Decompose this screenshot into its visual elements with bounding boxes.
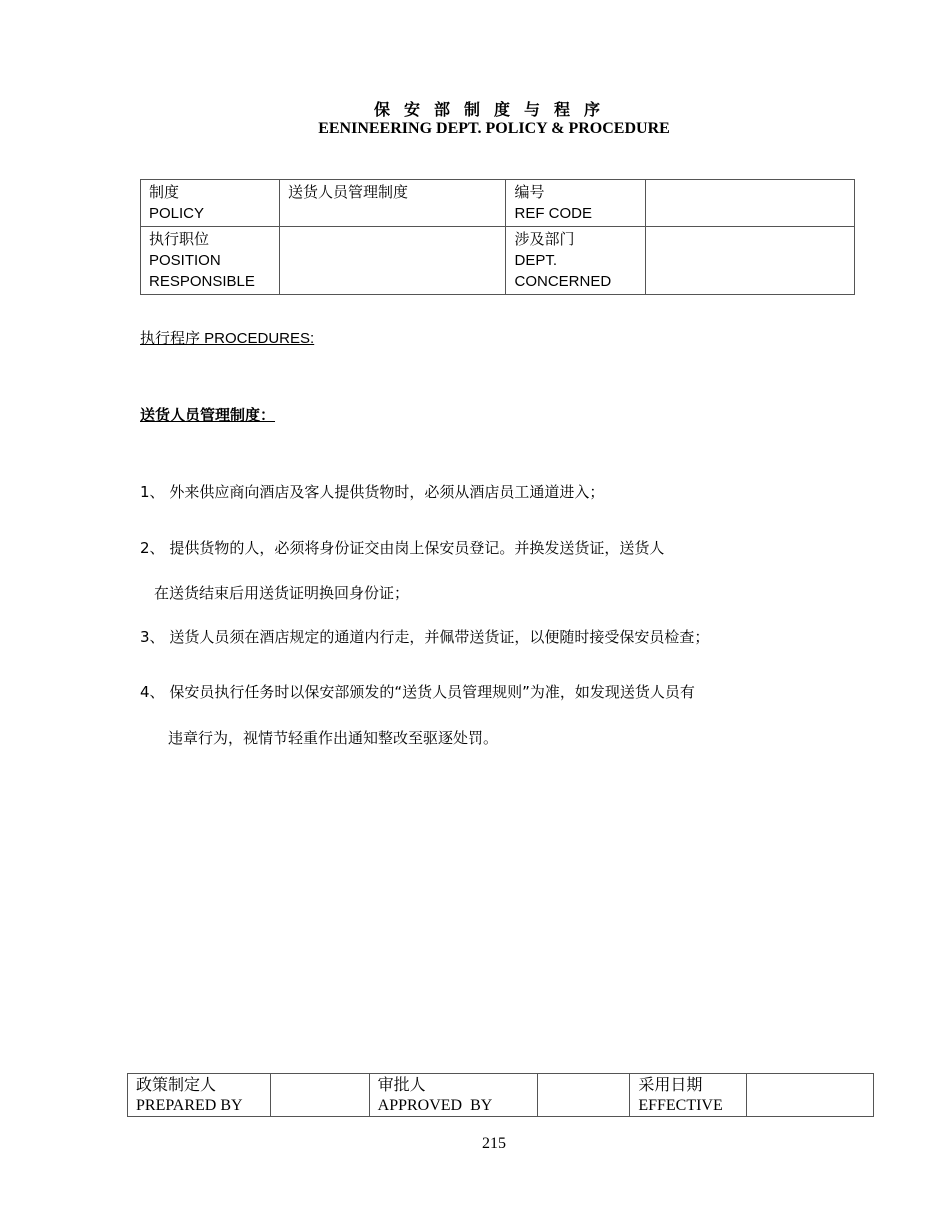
list-item-3 — [140, 626, 709, 647]
list-item-number: 4、 — [140, 683, 165, 701]
list-item-number: 1、 — [140, 483, 165, 501]
list-item-2-continuation: 在送货结束后用送货证明换回身份证； — [154, 584, 410, 602]
list-item-4 — [140, 681, 695, 702]
page-title-chinese: 保安部制度与程序 — [373, 100, 614, 119]
policy-label-cell — [141, 180, 280, 227]
procedures-heading: 执行程序 PROCEDURES: — [140, 330, 315, 347]
section-title: 送货人员管理制度： — [140, 406, 276, 424]
prepared-by-label-cn: 政策制定人 — [136, 1075, 217, 1094]
ref-code-label-cell — [506, 180, 646, 227]
page-title-english: EENINEERING DEPT. POLICY & PROCEDURE — [318, 120, 670, 137]
dept-label-en-1: DEPT. — [514, 252, 557, 269]
prepared-by-label-en: PREPARED BY — [136, 1097, 243, 1114]
dept-value-cell — [646, 227, 855, 295]
ref-code-value-cell — [646, 180, 855, 227]
list-item-text: 外来供应商向酒店及客人提供货物时，必须从酒店员工通道进入； — [169, 483, 605, 501]
approved-by-label-en: APPROVED BY — [377, 1097, 493, 1114]
list-item-1 — [140, 481, 604, 502]
position-value-cell — [279, 227, 506, 295]
approved-by-label-cn: 审批人 — [377, 1075, 426, 1094]
policy-value: 送货人员管理制度 — [287, 183, 408, 201]
table-row — [141, 180, 855, 227]
table-row — [128, 1074, 874, 1117]
policy-label-cn: 制度 — [149, 183, 180, 201]
list-item-text: 提供货物的人，必须将身份证交由岗上保安员登记。并换发送货证，送货人 — [169, 539, 665, 557]
dept-label-cn: 涉及部门 — [514, 230, 575, 248]
list-item-text: 送货人员须在酒店规定的通道内行走，并佩带送货证，以便随时接受保安员检查； — [169, 628, 710, 646]
list-item-number: 2、 — [140, 539, 165, 557]
policy-value-cell — [279, 180, 506, 227]
dept-label-en-2: CONCERNED — [514, 273, 612, 290]
prepared-by-value-cell — [270, 1074, 369, 1117]
effective-label-cell — [630, 1074, 747, 1117]
policy-label-en: POLICY — [149, 205, 205, 222]
page-number: 215 — [482, 1135, 506, 1152]
position-label-en-1: POSITION — [149, 252, 221, 269]
effective-value-cell — [747, 1074, 874, 1117]
list-item-4-continuation: 违章行为，视情节轻重作出通知整改至驱逐处罚。 — [168, 729, 499, 747]
approved-by-value-cell — [537, 1074, 630, 1117]
effective-label-cn: 采用日期 — [638, 1075, 703, 1094]
effective-label-en: EFFECTIVE — [638, 1097, 723, 1114]
position-label-cn: 执行职位 — [149, 230, 210, 248]
dept-label-cell — [506, 227, 646, 295]
ref-code-label-cn: 编号 — [514, 183, 545, 201]
list-item-text: 保安员执行任务时以保安部颁发的“送货人员管理规则”为准，如发现送货人员有 — [169, 683, 695, 701]
list-item-number: 3、 — [140, 628, 165, 646]
position-label-cell — [141, 227, 280, 295]
ref-code-label-en: REF CODE — [514, 205, 592, 222]
prepared-by-label-cell — [128, 1074, 271, 1117]
policy-info-table — [140, 179, 855, 295]
table-row — [141, 227, 855, 295]
position-label-en-2: RESPONSIBLE — [149, 273, 255, 290]
list-item-2 — [140, 537, 664, 558]
signature-table — [127, 1073, 874, 1117]
approved-by-label-cell — [369, 1074, 537, 1117]
